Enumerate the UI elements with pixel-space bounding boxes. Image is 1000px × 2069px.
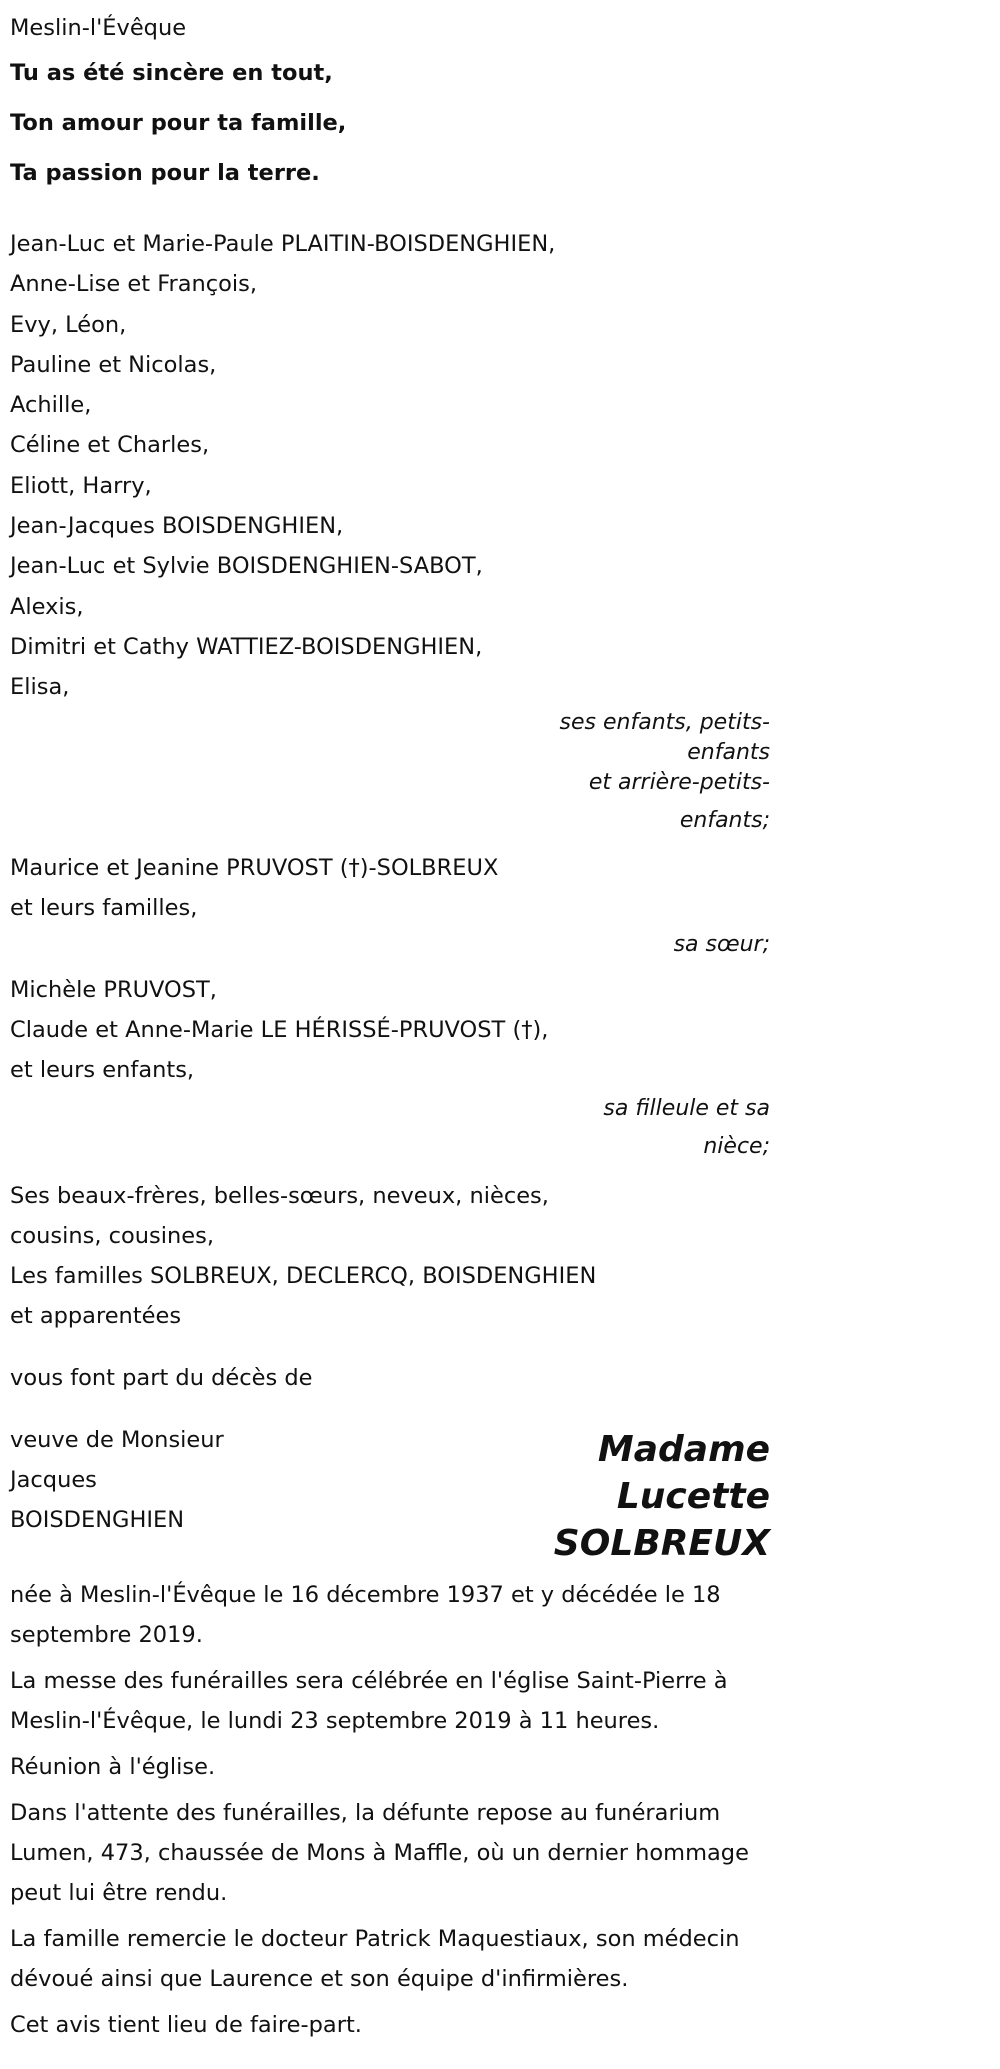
children-relation bbox=[10, 704, 770, 840]
family-name-line: Michèle PRUVOST, bbox=[10, 976, 217, 1003]
extended-family bbox=[10, 1176, 770, 1336]
relation-line: ses enfants, petits- bbox=[559, 709, 770, 735]
sister-names bbox=[10, 848, 770, 928]
relation-line: sa sœur; bbox=[673, 931, 770, 957]
paragraph: Cet avis tient lieu de faire-part. bbox=[10, 2011, 362, 2038]
family-name-line: et leurs enfants, bbox=[10, 1056, 195, 1083]
family-name-line: Jean-Luc et Marie-Paule PLAITIN-BOISDENGHIEN, bbox=[10, 231, 556, 257]
family-name-line: Alexis, bbox=[10, 593, 84, 620]
details bbox=[10, 1575, 770, 2045]
poem bbox=[10, 48, 770, 198]
spacer bbox=[10, 1336, 770, 1358]
paragraph: La messe des funérailles sera célébrée en l'église Saint-Pierre à Meslin-l'Évêque, le lundi 23 septembre 2019 à 11 heures. bbox=[10, 1667, 728, 1734]
paragraph: née à Meslin-l'Évêque le 16 décembre 1937 et y décédée le 18 septembre 2019. bbox=[10, 1581, 721, 1648]
widow-line: Jacques bbox=[10, 1466, 97, 1493]
poem-line: Tu as été sincère en tout, bbox=[10, 60, 333, 86]
family-name-line: et leurs familles, bbox=[10, 894, 198, 921]
relation-line: sa filleule et sa bbox=[603, 1095, 770, 1121]
family-name-line: Les familles SOLBREUX, DECLERCQ, BOISDENGHIEN bbox=[10, 1262, 597, 1289]
family-name-line: Céline et Charles, bbox=[10, 432, 210, 459]
deceased-name bbox=[554, 1426, 770, 1567]
family-name-line: Anne-Lise et François, bbox=[10, 271, 258, 298]
deceased-section bbox=[10, 1420, 770, 1567]
paragraph: Dans l'attente des funérailles, la défunte repose au funérarium Lumen, 473, chaussée de Mons à Maffle, où un dernier hommage peut lui être rendu. bbox=[10, 1799, 749, 1906]
family-name-line: Maurice et Jeanine PRUVOST (†)-SOLBREUX bbox=[10, 854, 499, 881]
paragraph: La famille remercie le docteur Patrick Maquestiaux, son médecin dévoué ainsi que Laurence et son équipe d'infirmières. bbox=[10, 1925, 740, 1992]
deceased-name-line: Madame bbox=[597, 1428, 770, 1470]
family-name-line: et apparentées bbox=[10, 1302, 182, 1329]
poem-line: Ta passion pour la terre. bbox=[10, 160, 320, 186]
widow-line: BOISDENGHIEN bbox=[10, 1506, 185, 1533]
family-name-line: Jean-Jacques BOISDENGHIEN, bbox=[10, 513, 344, 540]
widow-line: veuve de Monsieur bbox=[10, 1426, 224, 1453]
relation-line: enfants; bbox=[679, 807, 770, 833]
relation-line: et arrière-petits- bbox=[588, 769, 770, 795]
family-name-line: Dimitri et Cathy WATTIEZ-BOISDENGHIEN, bbox=[10, 633, 483, 660]
announcement: vous font part du décès de bbox=[10, 1364, 313, 1391]
relation-line: enfants bbox=[687, 739, 770, 765]
relation-line: nièce; bbox=[703, 1133, 770, 1159]
family-name-line: Jean-Luc et Sylvie BOISDENGHIEN-SABOT, bbox=[10, 553, 483, 580]
family-name-line: Eliott, Harry, bbox=[10, 472, 152, 499]
children-names bbox=[10, 224, 770, 708]
family-name-line: Claude et Anne-Marie LE HÉRISSÉ-PRUVOST (†), bbox=[10, 1016, 549, 1043]
family-name-line: Ses beaux-frères, belles-sœurs, neveux, nièces, bbox=[10, 1182, 549, 1209]
deceased-name-line: Lucette bbox=[616, 1475, 770, 1517]
goddaughter-relation bbox=[10, 1090, 770, 1166]
spacer bbox=[10, 198, 770, 224]
deceased-name-line: SOLBREUX bbox=[553, 1522, 770, 1564]
family-name-line: Evy, Léon, bbox=[10, 311, 127, 338]
family-name-line: Elisa, bbox=[10, 674, 70, 701]
widow-of bbox=[10, 1420, 224, 1540]
family-name-line: cousins, cousines, bbox=[10, 1222, 215, 1249]
paragraph: Réunion à l'église. bbox=[10, 1753, 216, 1780]
goddaughter-names bbox=[10, 970, 770, 1090]
poem-line: Ton amour pour ta famille, bbox=[10, 110, 347, 136]
sister-relation bbox=[10, 926, 770, 964]
family-name-line: Achille, bbox=[10, 392, 92, 419]
location-line: Meslin-l'Évêque bbox=[10, 15, 187, 41]
family-name-line: Pauline et Nicolas, bbox=[10, 351, 217, 378]
